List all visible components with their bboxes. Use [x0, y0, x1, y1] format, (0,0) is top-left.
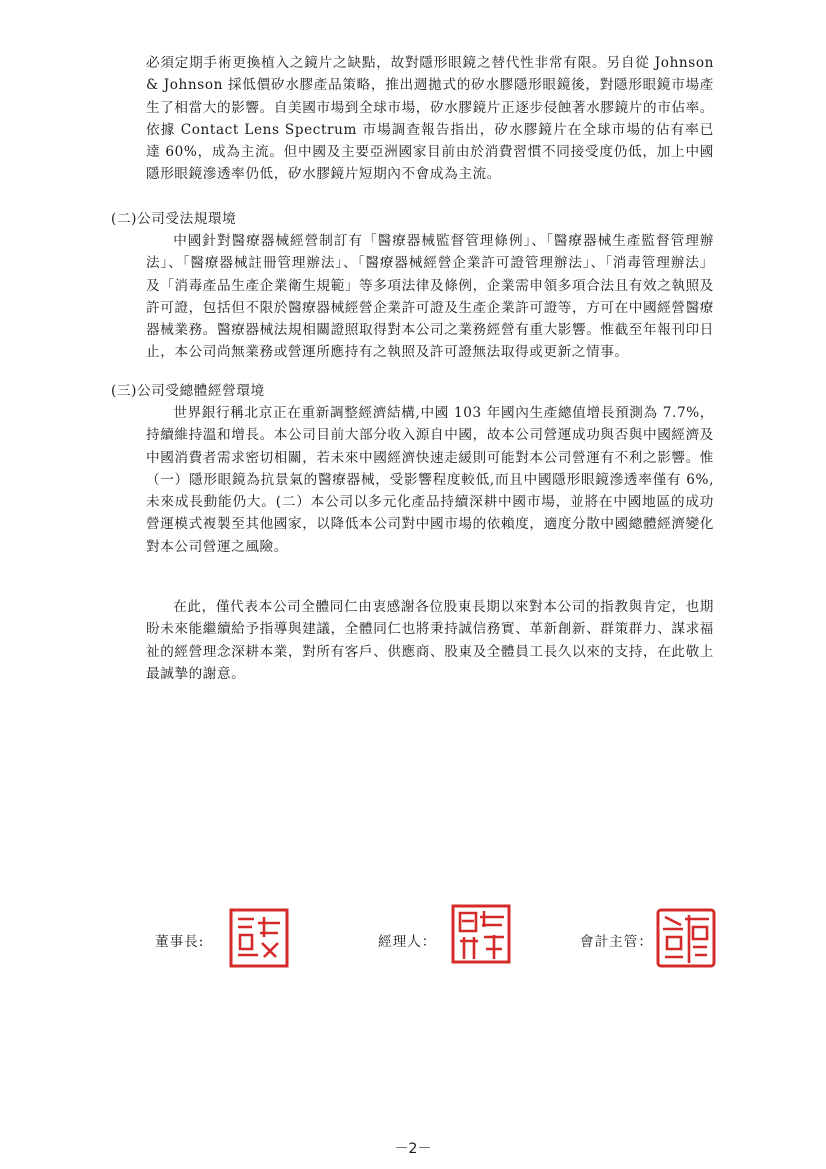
manager-label: 經理人：: [378, 934, 437, 950]
chairman-seal-icon: [228, 907, 290, 969]
accounting-supervisor-label: 會計主管：: [580, 934, 653, 950]
page-number: －2－: [394, 1141, 432, 1157]
paragraph-closing-thanks: 在此，僅代表本公司全體同仁由衷感謝各位股東長期以來對本公司的指教與肯定，也期盼未來能繼續給予指導與建議，全體同仁也將秉持誠信務實、革新創新、群策群力、謀求福祉的經營理念深耕本業，對所有客戶、供應商、股東及全體員工長久以來的支持，在此敬上最誠摯的謝意。: [146, 599, 714, 682]
paragraph-regulatory: 中國針對醫療器械經營制訂有「醫療器械監督管理條例」、「醫療器械生產監督管理辦法」、「醫療器械註冊管理辦法」、「醫療器械經營企業許可證管理辦法」、「消毒管理辦法」及「消毒產品生產企業衛生規範」等多項法律及條例，企業需申領多項合法且有效之執照及許可證，包括但不限於醫療器械經營企業許可證及生產企業許可證等，方可在中國經營醫療器械業務。醫療器械法規相關證照取得對本公司之業務經營有重大影響。惟截至年報刊印日止，本公司尚無業務或營運所應持有之執照及許可證無法取得或更新之情事。: [146, 233, 714, 361]
paragraph-macro-environment: 世界銀行稱北京正在重新調整經濟結構,中國 103 年國內生產總值增長預測為 7.7%，持續維持溫和增長。本公司目前大部分收入源自中國，故本公司營運成功與否與中國經濟及中國消費者需求密切相關，若未來中國經濟快速走緩則可能對本公司營運有不利之影響。惟（一）隱形眼鏡為抗景氣的醫療器械，受影響程度較低,而且中國隱形眼鏡滲透率僅有 6%,未來成長動能仍大。(二）本公司以多元化產品持續深耕中國市場，並將在中國地區的成功營運模式複製至其他國家，以降低本公司對中國市場的依賴度，適度分散中國總體經濟變化對本公司營運之風險。: [146, 405, 714, 555]
section-heading-regulatory: (二)公司受法規環境: [111, 211, 237, 227]
accounting-supervisor-seal-icon: [655, 907, 717, 969]
paragraph-contact-lens-market: 必須定期手術更換植入之鏡片之缺點，故對隱形眼鏡之替代性非常有限。另自從 Johnson & Johnson 採低價矽水膠產品策略，推出週拋式的矽水膠隱形眼鏡後，對隱形眼鏡市場產生了相當大的影響。自美國市場到全球市場，矽水膠鏡片正逐步侵蝕著水膠鏡片的市佔率。依據 Contact Lens Spectrum 市場調查報告指出，矽水膠鏡片在全球市場的佔有率已達 60%，成為主流。但中國及主要亞洲國家目前由於消費習慣不同接受度仍低，加上中國隱形眼鏡滲透率仍低，矽水膠鏡片短期內不會成為主流。: [146, 55, 714, 183]
chairman-label: 董事長:: [155, 934, 205, 950]
section-heading-macro-environment: (三)公司受總體經營環境: [111, 383, 265, 399]
manager-seal-icon: [450, 903, 512, 965]
